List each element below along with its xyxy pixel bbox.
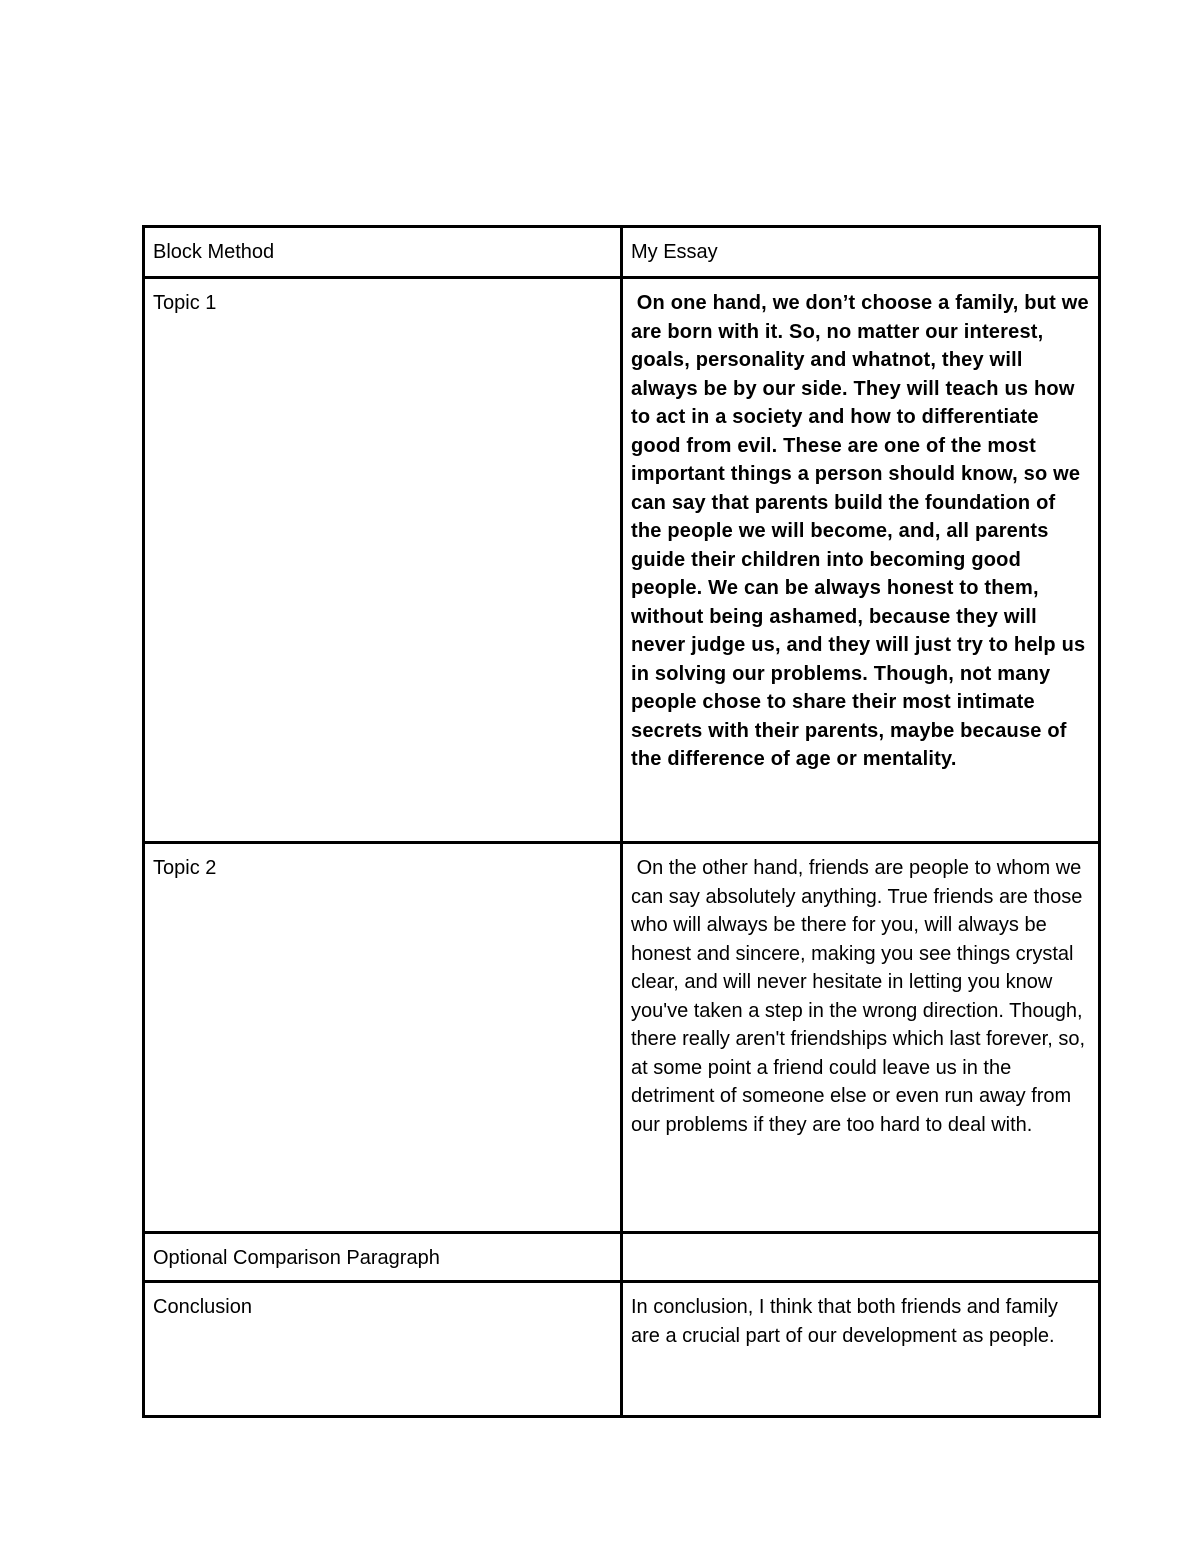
table-row-topic-2: [144, 843, 1100, 1233]
topic-2-paragraph: On the other hand, friends are people to whom we can say absolutely anything. True friends are those who will always be there for you, will always be honest and sincere, making you see things crystal clear, and will never hesitate in letting you know you've taken a step in the wrong direction. Though, there really aren't friendships which last forever, so, at some point a friend could leave us in the detriment of someone else or even run away from our problems if they are too hard to deal with.: [631, 857, 1091, 1136]
topic-1-paragraph: On one hand, we don’t choose a family, but we are born with it. So, no matter our interest, goals, personality and whatnot, they will always be by our side. They will teach us how to act in a society and how to differentiate good from evil. These are one of the most important things a person should know, so we can say that parents build the foundation of the people we will become, and, all parents guide their children into becoming good people. We can be always honest to them, without being ashamed, because they will never judge us, and they will just try to help us in solving our problems. Though, not many people chose to share their most intimate secrets with their parents, maybe because of the difference of age or mentality.: [631, 292, 1095, 770]
topic-2-label-cell: [144, 843, 622, 1233]
table-header-row: [144, 227, 1100, 278]
header-block-method-label: Block Method: [153, 241, 275, 263]
topic-2-label: Topic 2: [153, 857, 217, 879]
topic-1-label: Topic 1: [153, 292, 217, 314]
topic-1-text-cell: [622, 278, 1100, 843]
table-row-conclusion: [144, 1282, 1100, 1417]
conclusion-paragraph: In conclusion, I think that both friends and family are a crucial part of our development as people.: [631, 1296, 1064, 1347]
optional-comparison-text-cell: [622, 1233, 1100, 1282]
optional-comparison-label-cell: [144, 1233, 622, 1282]
header-my-essay-label: My Essay: [631, 241, 718, 263]
conclusion-text-cell: [622, 1282, 1100, 1417]
table-row-topic-1: [144, 278, 1100, 843]
topic-1-label-cell: [144, 278, 622, 843]
optional-comparison-label: Optional Comparison Paragraph: [153, 1247, 440, 1269]
header-cell-block-method: [144, 227, 622, 278]
conclusion-label-cell: [144, 1282, 622, 1417]
conclusion-label: Conclusion: [153, 1296, 252, 1318]
table-row-optional-comparison: [144, 1233, 1100, 1282]
header-cell-my-essay: [622, 227, 1100, 278]
block-method-table: [142, 225, 1101, 1418]
topic-2-text-cell: [622, 843, 1100, 1233]
